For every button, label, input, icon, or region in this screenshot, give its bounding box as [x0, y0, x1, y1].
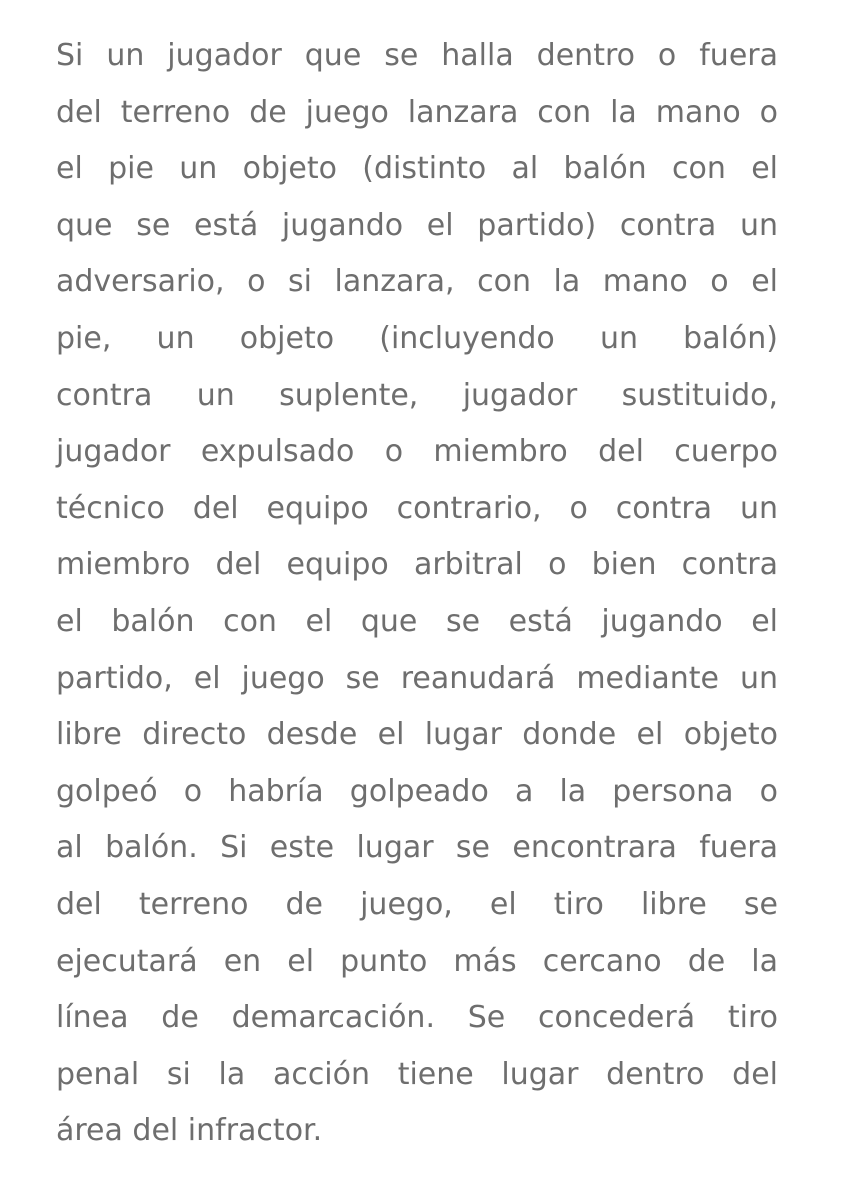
paragraph-line: al balón. Si este lugar se encontrara fuera: [56, 830, 778, 866]
paragraph-line: golpeó o habría golpeado a la persona o: [56, 773, 778, 809]
paragraph-line: técnico del equipo contrario, o contra un: [56, 490, 778, 526]
paragraph-line: partido, el juego se reanudará mediante un: [56, 660, 778, 696]
paragraph-line: adversario, o si lanzara, con la mano o el: [56, 264, 778, 300]
paragraph-line: del terreno de juego, el tiro libre se: [56, 886, 778, 922]
paragraph-line: jugador expulsado o miembro del cuerpo: [56, 434, 778, 470]
paragraph-line: del terreno de juego lanzara con la mano o: [56, 94, 778, 130]
paragraph-line: el pie un objeto (distinto al balón con el: [56, 151, 778, 187]
paragraph-line: que se está jugando el partido) contra un: [56, 207, 778, 243]
paragraph-line: línea de demarcación. Se concederá tiro: [56, 1000, 778, 1036]
paragraph-line: contra un suplente, jugador sustituido,: [56, 377, 778, 413]
paragraph-line: penal si la acción tiene lugar dentro del: [56, 1056, 778, 1092]
paragraph-line: pie, un objeto (incluyendo un balón): [56, 320, 778, 356]
paragraph-line: Si un jugador que se halla dentro o fuera: [56, 38, 778, 73]
paragraph-line: el balón con el que se está jugando el: [56, 603, 778, 639]
paragraph-line: miembro del equipo arbitral o bien contra: [56, 547, 778, 583]
paragraph-line: área del infractor.: [56, 1113, 323, 1149]
paragraph-line: libre directo desde el lugar donde el objeto: [56, 717, 778, 753]
rule-paragraph: [56, 28, 778, 1160]
paragraph-line: ejecutará en el punto más cercano de la: [56, 943, 778, 979]
